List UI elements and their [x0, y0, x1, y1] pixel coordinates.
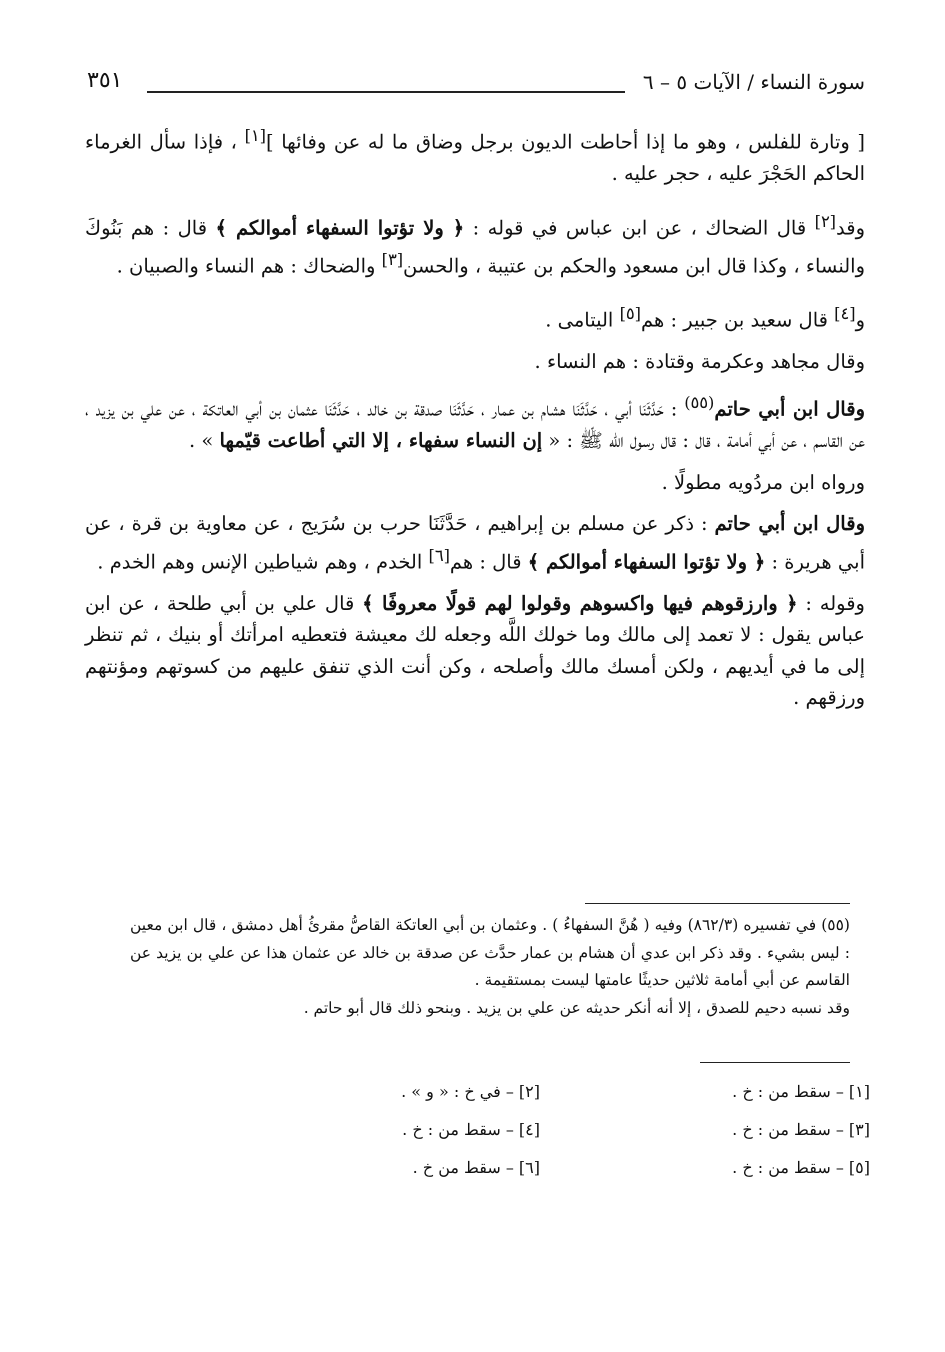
paragraph-6: ورواه ابن مردُويه مطولًا . [661, 470, 865, 494]
paragraph-5: وقال ابن أبي حاتم$^{(٥٥)}$ : حَدَّثَنَا أبي ، حَدَّثَنَا هشام بن عمار ، حَدَّثَنَا صدقة بن خالد ، حَدَّثَنَا عثمان بن أبي العاتكة ، عن علي بن يزيد ، عن القاسم ، عن أبي أمامة ، قال : قال رسول الله ﷺ : « إن النساء سفهاء ، إلا التي أطاعت قيّمها » . [85, 393, 865, 452]
paragraph-8: وقوله : ﴿ وارزقوهم فيها واكسوهم وقولوا لهم قولًا معروفًا ﴾ قال علي بن أبي طلحة ، عن ابن عباس يقول : لا تعمد إلى مالك وما خولك اللَّه وجعله لك معيشة فتعطيه امرأتك أو بنيك ، ثم تنظر إلى ما في أيديهم ، ولكن أمسك مالك وأصلحه ، وكن أنت الذي تنفق عليهم من كسوتهم ومؤنتهم ورزقهم . [85, 591, 865, 709]
page-number: ٣٥١ [87, 68, 123, 93]
variant-note: [٤] – سقط من : خ . [402, 1120, 540, 1139]
variant-note: [٥] – سقط من : خ . [732, 1158, 870, 1177]
paragraph-7: وقال ابن أبي حاتم : ذكر عن مسلم بن إبراهيم ، حَدَّثَنَا حرب بن سُرَيج ، عن معاوية بن قرة ، عن أبي هريرة : ﴿ ولا تؤتوا السفهاء أموالكم ﴾ قال : هم[٦] الخدم ، وهم شياطين الإنس وهم الخدم . [85, 512, 865, 573]
paragraph-2: وقد[٢] قال الضحاك ، عن ابن عباس في قوله : ﴿ ولا تؤتوا السفهاء أموالكم ﴾ قال : هم بَنُوكَ والنساء ، وكذا قال ابن مسعود والحكم بن عتيبة ، والحسن[٣] والضحاك : هم النساء والصبيان . [85, 211, 865, 277]
variants-rule [700, 1062, 850, 1063]
header-rule [147, 91, 625, 93]
footnote-rule [585, 903, 850, 904]
footnote-paragraph-2: وقد نسبه دحيم للصدق ، إلا أنه أنكر حديثه عن علي بن يزيد . وبنحو ذلك قال أبو حاتم . [303, 998, 850, 1017]
variant-note: [١] – سقط من : خ . [732, 1082, 870, 1101]
paragraph-4: وقال مجاهد وعكرمة وقتادة : هم النساء . [534, 349, 865, 373]
footnote [130, 912, 850, 1022]
paragraph-1: [ وتارة للفلس ، وهو ما إذا أحاطت الديون برجل وضاق ما له عن وفائها ][١] ، فإذا سأل الغرماء الحاكم الحَجْرَ عليه ، حجر عليه . [85, 126, 865, 185]
paragraph-3: و[٤] قال سعيد بن جبير : هم[٥] اليتامى . [545, 303, 865, 331]
variant-note: [٦] – سقط من خ . [412, 1158, 540, 1177]
running-title: سورة النساء / الآيات ٥ – ٦ [642, 70, 865, 94]
manuscript-variants [240, 1082, 870, 1192]
variant-note: [٢] – في خ : « و » . [401, 1082, 540, 1101]
page-header [85, 66, 865, 102]
variant-note: [٣] – سقط من : خ . [732, 1120, 870, 1139]
main-text [85, 120, 865, 724]
footnote-paragraph-1: (٥٥) في تفسيره (٨٦٢/٣) وفيه ( هُنَّ السفهاءُ ) . وعثمان بن أبي العاتكة القاصُّ مقرئُ أهل دمشق ، قال ابن معين : ليس بشيء . وقد ذكر ابن عدي أن هشام بن عمار حدَّث عن صدقة بن خالد عن عثمان هذا عن علي بن يزيد عن القاسم عن أبي أمامة ثلاثين حديثًا عامتها ليست بمستقيمة . [130, 916, 850, 989]
